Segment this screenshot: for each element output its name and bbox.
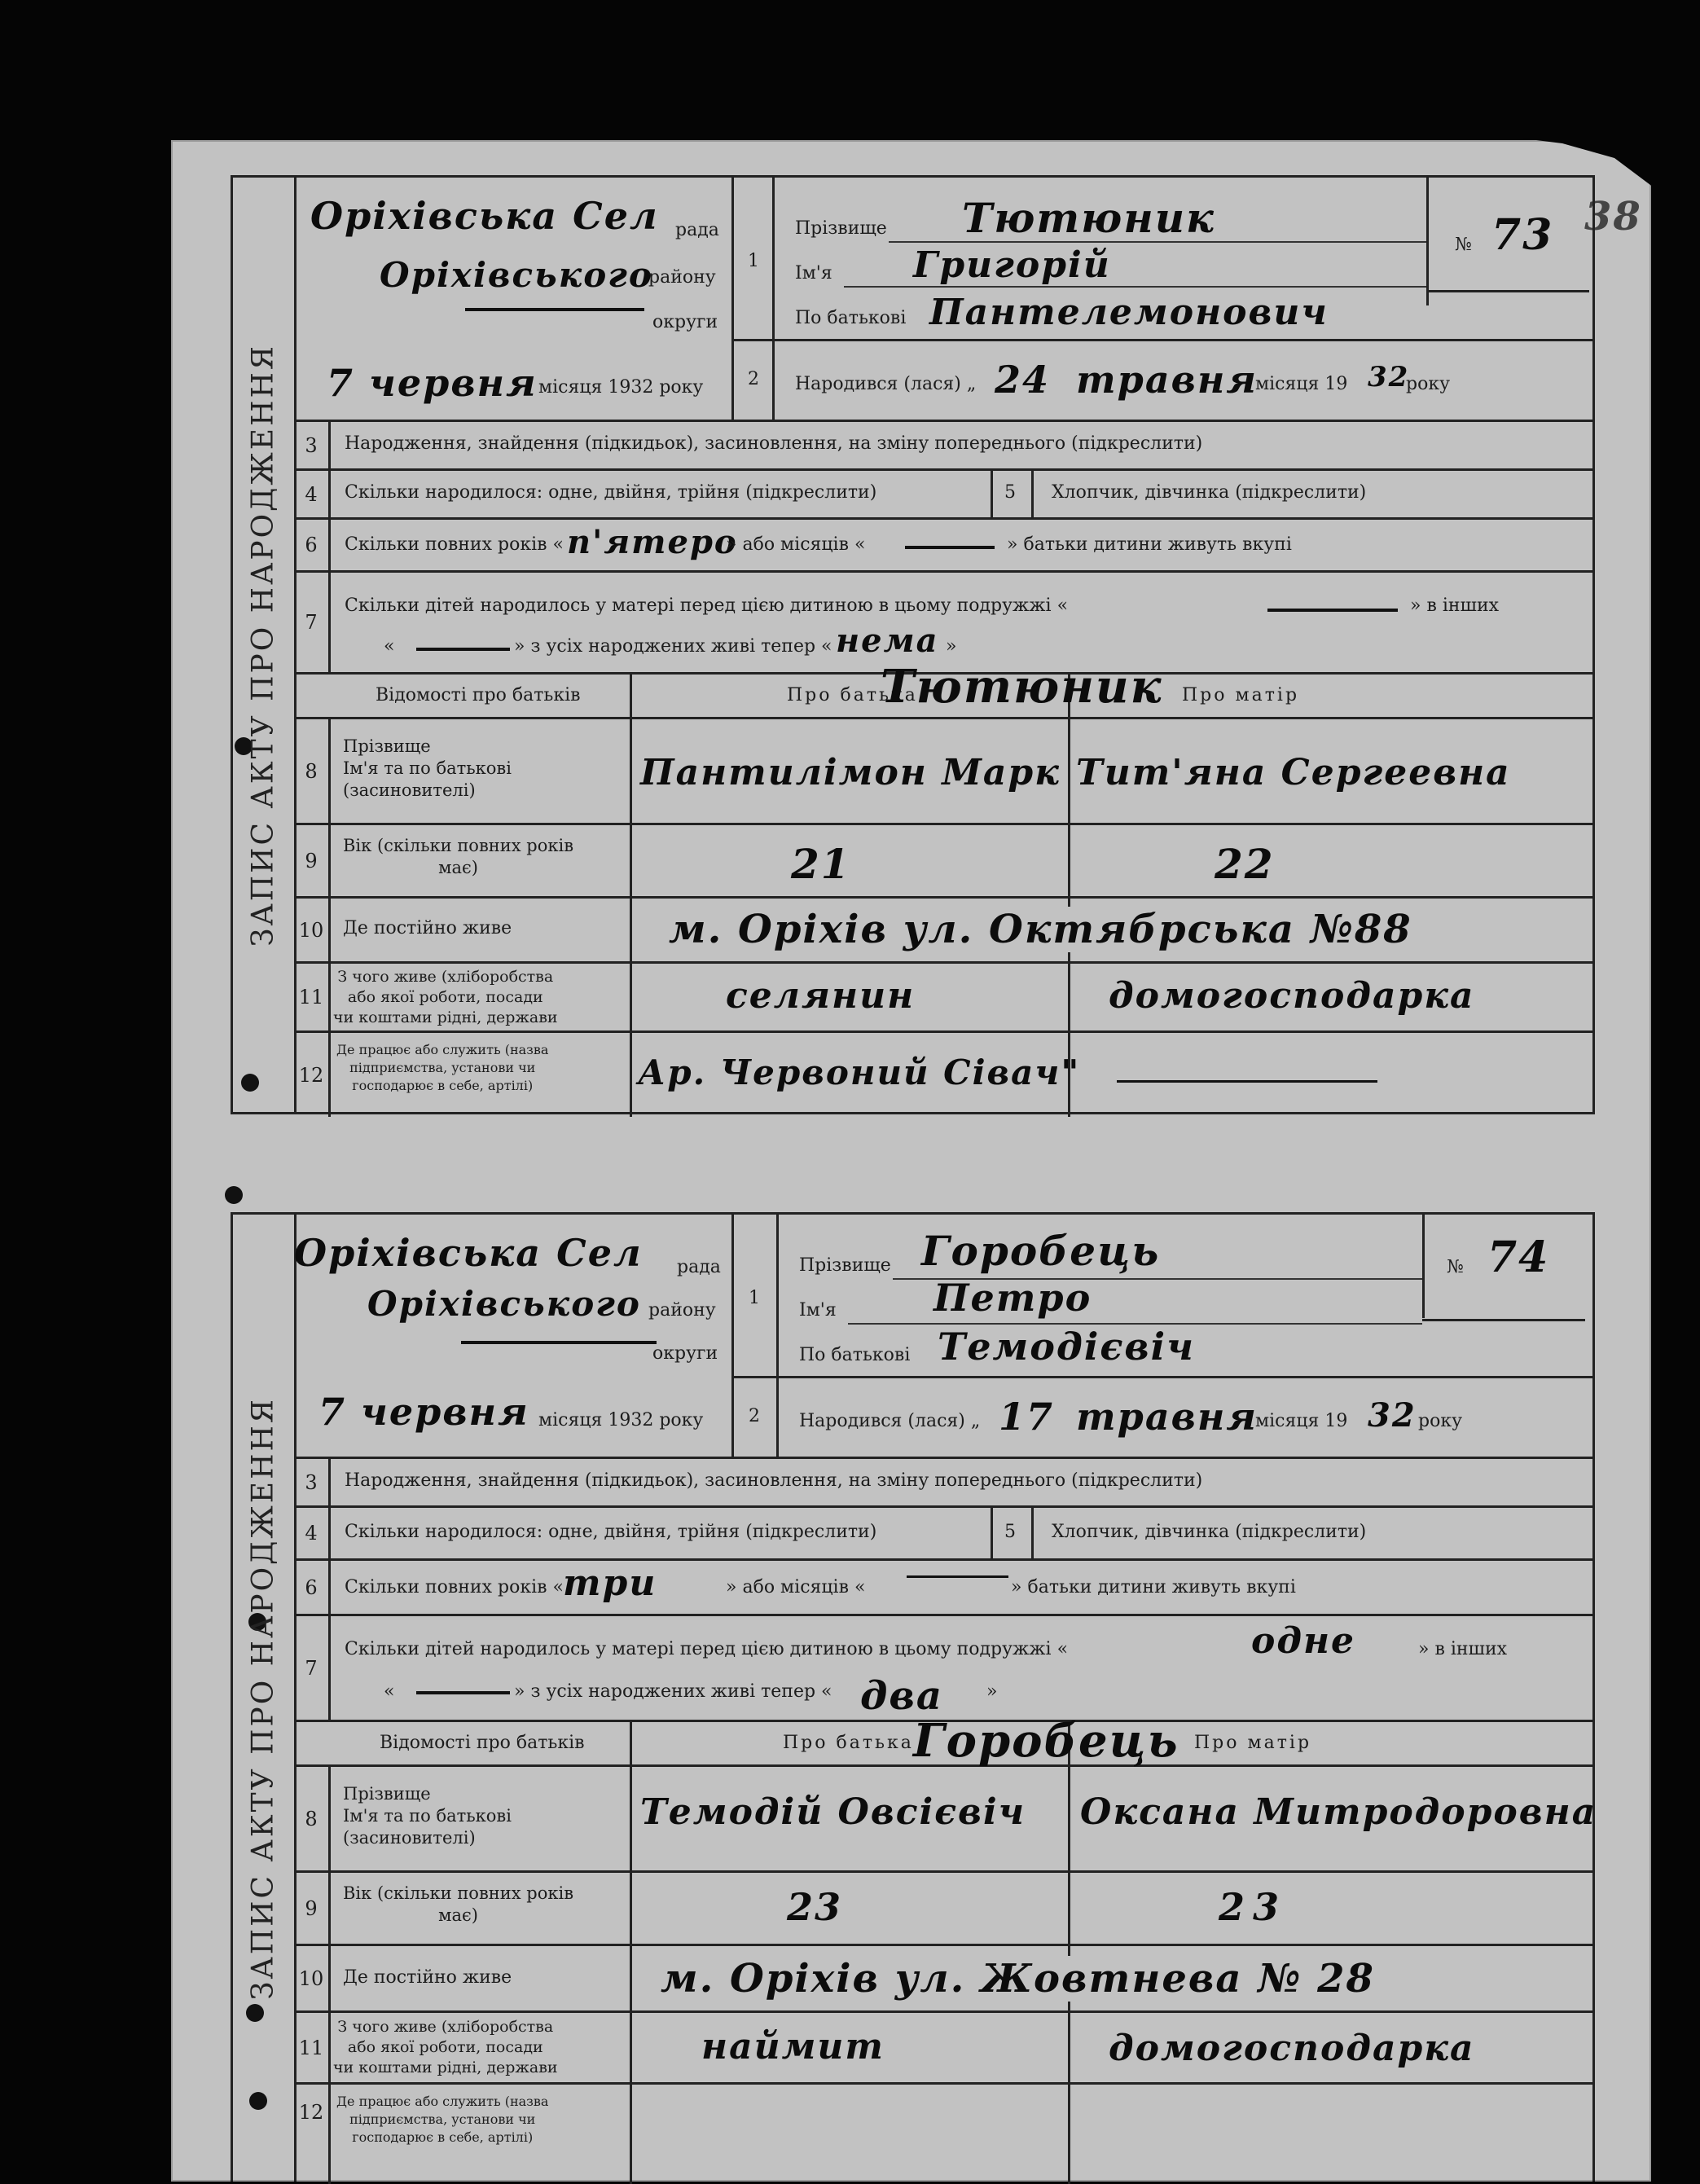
parents-header-row <box>294 660 1592 719</box>
q10-label: Де постійно живе <box>343 1967 512 1988</box>
q7-label-a: Скільки дітей народилось у матері перед цією дитиною в цьому подружжі « <box>345 595 1069 616</box>
q7-label-c: « <box>384 636 395 657</box>
surname-line <box>889 241 1426 243</box>
village-council: Оріхівська Сел <box>310 194 659 238</box>
rada-label: рада <box>675 220 719 240</box>
birth-day: 24 <box>995 358 1051 402</box>
months-dash <box>907 1575 1008 1578</box>
row-4-5: 4 Скільки народилося: одне, двійня, трійня (підкреслити) 5 Хлопчик, дівчинка (підкреслити) <box>294 1508 1592 1561</box>
birth-month: травня <box>1076 1395 1258 1439</box>
q7-label-d: » з усіх народжених живі тепер « <box>514 636 832 657</box>
record-number: 73 <box>1491 210 1554 260</box>
parents-header-row <box>294 1714 1592 1768</box>
row-12: 12 Де працює або служить (назва підприємства, установи чи господарює в себе, артілі) <box>294 2085 1592 2184</box>
row-8: 8 Прізвище Ім'я та по батькові (засиновителі) Темодій Овсієвіч Оксана Митродоровна <box>294 1767 1592 1873</box>
reg-year-label: місяця 1932 року <box>538 1410 704 1430</box>
row-11: 11 З чого живе (хліборобства або якої роботи, посади чи коштами рідні, держави наймит домогосподарка <box>294 2013 1592 2085</box>
surname-label: Прізвище <box>799 1255 891 1276</box>
birth-day: 17 <box>999 1395 1055 1439</box>
record-number: 74 <box>1487 1233 1550 1282</box>
page-margin-number: 38 <box>1584 194 1642 239</box>
child-patronymic: Пантелемонович <box>929 292 1329 333</box>
number-box-bottom <box>1426 290 1589 292</box>
row-9: 9 Вік (скільки повних років має) 23 23 <box>294 1873 1592 1946</box>
q7-label-e: » <box>986 1681 998 1702</box>
children-other-dash <box>416 648 510 651</box>
mother-work-dash <box>1117 1080 1377 1083</box>
month-year-label: місяця 19 <box>1255 374 1348 394</box>
months-dash <box>905 546 995 549</box>
born-label: Народився (лася) „ <box>799 1411 981 1431</box>
q6-label-a: Скільки повних років « <box>345 534 564 555</box>
q7-label-c: « <box>384 1681 395 1702</box>
mother-name: Тит'яна Сергеевна <box>1076 752 1511 793</box>
q6-label-b: » або місяців « <box>726 1577 866 1597</box>
father-occupation: наймит <box>701 2026 885 2068</box>
q7-label-b: » в інших <box>1410 595 1500 616</box>
name-label: Ім'я <box>795 263 832 283</box>
parents-info-label: Відомості про батьків <box>376 685 581 705</box>
q5-label: Хлопчик, дівчинка (підкреслити) <box>1052 482 1367 503</box>
num-2-cell: 2 <box>734 341 775 420</box>
row-9: 9 Вік (скільки повних років має) 21 22 <box>294 825 1592 899</box>
q11-label: З чого живе (хліборобства або якої роботи, посади чи коштами рідні, держави <box>333 2018 558 2076</box>
father-work: Ар. Червоний Сівач" <box>638 1052 1081 1092</box>
child-surname: Тютюник <box>962 194 1215 242</box>
birth-year: 32 <box>1368 361 1410 393</box>
children-before-dash <box>1267 609 1398 612</box>
q4-label: Скільки народилося: одне, двійня, трійня (підкреслити) <box>345 1522 877 1542</box>
birth-record-form-1 <box>231 175 1595 1114</box>
q7-label-e: » <box>946 636 957 657</box>
row-10: 10 Де постійно живе м. Оріхів ул. Октябрська №88 <box>294 899 1592 964</box>
okrug-dash <box>461 1341 657 1344</box>
roku-label: року <box>1418 1411 1463 1431</box>
born-label: Народився (лася) „ <box>795 374 977 394</box>
birth-month: травня <box>1076 358 1258 402</box>
name-label: Ім'я <box>799 1300 837 1321</box>
patronymic-label: По батькові <box>799 1345 911 1365</box>
father-name: Пантилімон Марк <box>640 752 1061 793</box>
about-father-label: Про батька <box>783 1733 914 1753</box>
num-1-cell: 1 <box>734 1215 779 1457</box>
village-council: Оріхівська Сел <box>294 1231 643 1275</box>
mother-occupation: домогосподарка <box>1109 2028 1475 2069</box>
registration-date: 7 червня <box>327 361 538 405</box>
q12-label: Де працює або служить (назва підприємства, установи чи господарює в себе, артілі) <box>336 2094 549 2145</box>
q4-label: Скільки народилося: одне, двійня, трійня (підкреслити) <box>345 482 877 503</box>
row-3: 3 Народження, знайдення (підкидьок), засиновлення, на зміну попереднього (підкреслити) <box>294 422 1592 471</box>
row-12: 12 Де працює або служить (назва підприємства, установи чи господарює в себе, артілі) Ар. Червоний Сівач" <box>294 1033 1592 1117</box>
number-box-bottom <box>1422 1319 1585 1321</box>
father-occupation: селянин <box>726 975 916 1017</box>
about-father-label: Про батька <box>787 685 918 705</box>
mother-name: Оксана Митродоровна <box>1080 1791 1597 1833</box>
row-10: 10 Де постійно живе м. Оріхів ул. Жовтнева № 28 <box>294 1946 1592 2013</box>
reg-year-label: місяця 1932 року <box>538 377 704 398</box>
q7-label-a: Скільки дітей народилось у матері перед цією дитиною в цьому подружжі « <box>345 1639 1069 1659</box>
father-surname: Тютюник <box>881 660 1163 714</box>
residence: м. Оріхів ул. Октябрська №88 <box>669 907 1421 952</box>
rayonu-label: району <box>648 267 716 288</box>
name-line <box>844 286 1426 288</box>
row-11: 11 З чого живе (хліборобства або якої роботи, посади чи коштами рідні, держави селянин домогосподарка <box>294 964 1592 1033</box>
q6-label-b: » або місяців « <box>726 534 866 555</box>
row-7: 7 Скільки дітей народилось у матері перед цією дитиною в цьому подружжі « » в інших « » з усіх народжених живі тепер « нема » <box>294 573 1592 675</box>
row-6: 6 Скільки повних років « п'ятеро » або місяців « » батьки дитини живуть вкупі <box>294 520 1592 573</box>
side-title: ЗАПИС АКТУ ПРО НАРОДЖЕННЯ <box>246 343 280 947</box>
parents-info-label: Відомості про батьків <box>380 1733 585 1753</box>
q9-label: Вік (скільки повних років має) <box>343 1883 574 1925</box>
years-together: п'ятеро <box>567 523 738 561</box>
row-4-5: 4 Скільки народилося: одне, двійня, трійня (підкреслити) 5 Хлопчик, дівчинка (підкреслити) <box>294 471 1592 520</box>
month-year-label: місяця 19 <box>1255 1411 1348 1431</box>
father-name: Темодій Овсієвіч <box>640 1791 1026 1833</box>
num-1-cell: 1 <box>734 178 775 420</box>
q9-label: Вік (скільки повних років має) <box>343 836 574 877</box>
father-age: 23 <box>787 1885 843 1929</box>
q3-label: Народження, знайдення (підкидьок), засиновлення, на зміну попереднього (підкреслити) <box>345 1470 1203 1491</box>
q6-label-c: » батьки дитини живуть вкупі <box>1007 534 1292 555</box>
district: Оріхівського <box>380 255 653 295</box>
q11-label: З чого живе (хліборобства або якої роботи, посади чи коштами рідні, держави <box>333 968 558 1026</box>
roku-label: року <box>1406 374 1451 394</box>
father-age: 21 <box>791 840 851 888</box>
q10-label: Де постійно живе <box>343 918 512 938</box>
about-mother-label: Про матір <box>1194 1733 1312 1753</box>
district: Оріхівського <box>367 1284 641 1324</box>
child-name: Григорій <box>913 244 1111 286</box>
number-label: № <box>1455 235 1472 255</box>
rayonu-label: району <box>648 1300 716 1321</box>
q6-label-a: Скільки повних років « <box>345 1577 564 1597</box>
row-8: 8 Прізвище Ім'я та по батькові (засиновителі) Пантилімон Марк Тит'яна Сергеевна <box>294 719 1592 825</box>
okrug-dash <box>465 308 644 311</box>
birth-year: 32 <box>1368 1396 1417 1435</box>
punch-hole <box>225 1186 243 1204</box>
council-cell <box>294 1215 734 1457</box>
row-6: 6 Скільки повних років « три » або місяців « » батьки дитини живуть вкупі <box>294 1561 1592 1616</box>
q7-label-b: » в інших <box>1418 1639 1508 1659</box>
q7-label-d: » з усіх народжених живі тепер « <box>514 1681 832 1702</box>
rada-label: рада <box>677 1257 721 1277</box>
child-name: Петро <box>933 1276 1092 1320</box>
num-2-cell: 2 <box>734 1378 779 1457</box>
residence: м. Оріхів ул. Жовтнева № 28 <box>661 1956 1383 2002</box>
children-alive: два <box>860 1673 943 1719</box>
children-other-dash <box>416 1691 510 1694</box>
child-surname: Горобець <box>921 1227 1161 1275</box>
side-title-column <box>233 1215 297 2182</box>
father-surname: Горобець <box>913 1714 1179 1768</box>
q3-label: Народження, знайдення (підкидьок), засиновлення, на зміну попереднього (підкреслити) <box>345 433 1203 454</box>
q5-label: Хлопчик, дівчинка (підкреслити) <box>1052 1522 1367 1542</box>
q6-label-c: » батьки дитини живуть вкупі <box>1011 1577 1296 1597</box>
child-patronymic: Темодієвіч <box>938 1325 1195 1369</box>
patronymic-label: По батькові <box>795 308 907 328</box>
q12-label: Де працює або служить (назва підприємства, установи чи господарює в себе, артілі) <box>336 1042 549 1093</box>
mother-occupation: домогосподарка <box>1109 975 1475 1017</box>
side-title-column <box>233 178 297 1112</box>
number-label: № <box>1447 1257 1464 1277</box>
children-before: одне <box>1251 1620 1356 1662</box>
row-7: 7 Скільки дітей народилось у матері перед цією дитиною в цьому подружжі « одне » в інших « » з усіх народжених живі тепер « два » <box>294 1616 1592 1722</box>
side-title: ЗАПИС АКТУ ПРО НАРОДЖЕННЯ <box>246 1396 280 2000</box>
q8-label: Прізвище Ім'я та по батькові (засиновителі) <box>343 736 512 800</box>
children-alive: нема <box>836 622 939 660</box>
birth-record-form-2 <box>231 1212 1595 2182</box>
number-divider <box>1422 1215 1425 1318</box>
row-3: 3 Народження, знайдення (підкидьок), засиновлення, на зміну попереднього (підкреслити) <box>294 1459 1592 1508</box>
q8-label: Прізвище Ім'я та по батькові (засиновителі) <box>343 1784 512 1848</box>
number-divider <box>1426 178 1429 305</box>
birth-date-row <box>734 1376 1592 1459</box>
surname-label: Прізвище <box>795 218 887 239</box>
registration-date: 7 червня <box>318 1390 529 1434</box>
mother-age: 22 <box>1215 840 1275 888</box>
okrugy-label: округи <box>652 1343 718 1364</box>
okrugy-label: округи <box>652 312 718 332</box>
years-together: три <box>563 1562 657 1604</box>
mother-age: 23 <box>1219 1885 1288 1929</box>
council-cell <box>294 178 734 420</box>
about-mother-label: Про матір <box>1182 685 1300 705</box>
birth-date-row <box>734 339 1592 422</box>
